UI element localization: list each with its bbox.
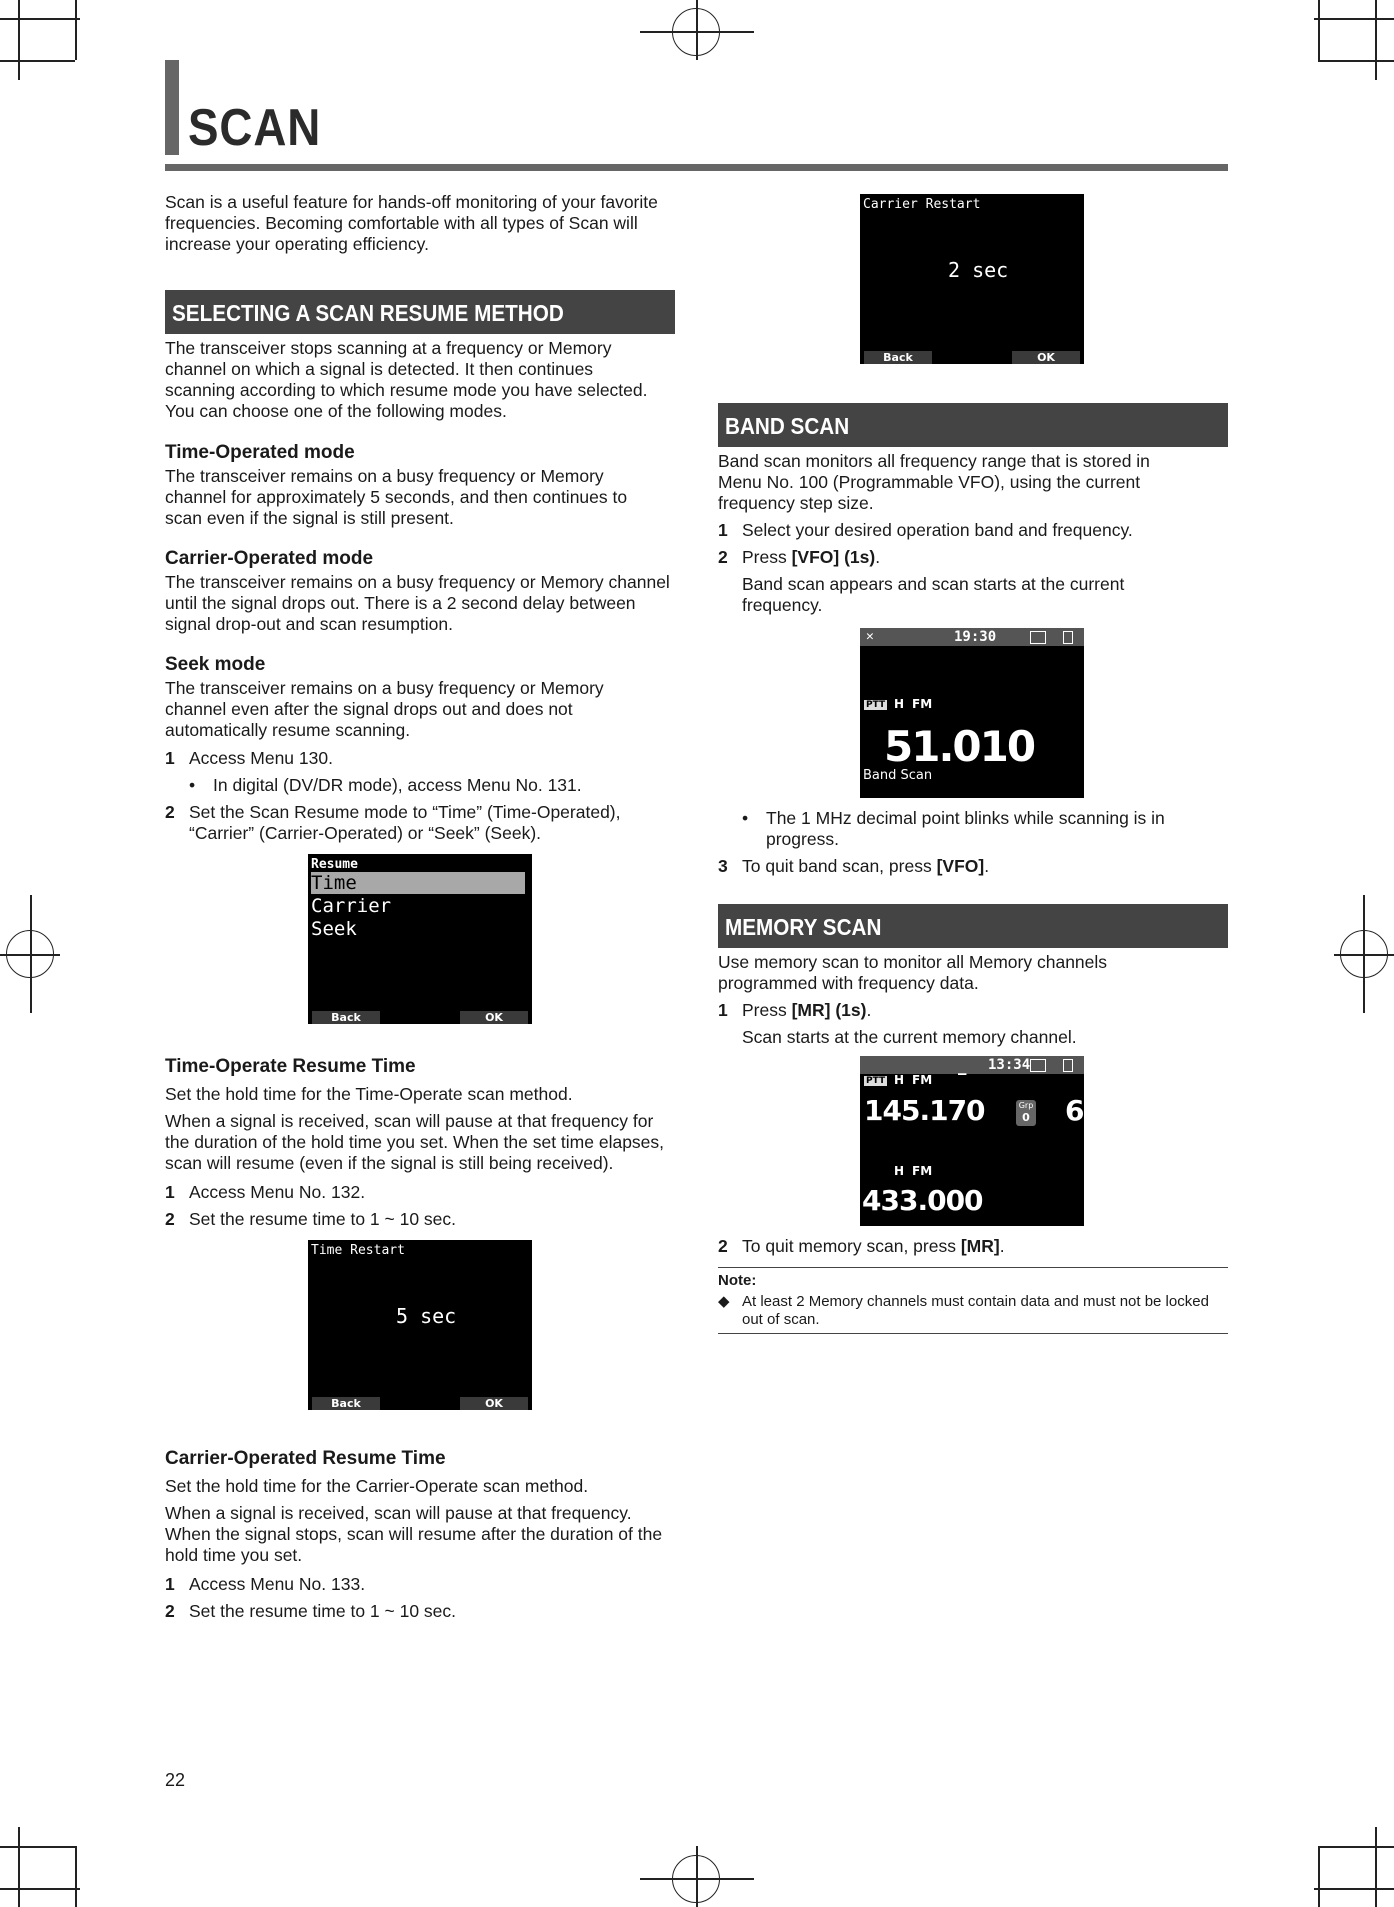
antenna-icon: ✕ [866, 629, 874, 644]
diamond-bullet-icon: ◆ [718, 1293, 730, 1310]
carrier-resume-title: Carrier-Operated Resume Time [165, 1448, 446, 1469]
memory-scan-step-2: 2 To quit memory scan, press [MR]. [718, 1236, 1005, 1256]
time-mode-title: Time-Operated mode [165, 442, 355, 463]
mr-key-label: [MR] [960, 1236, 1000, 1256]
carrier-resume-p1: Set the hold time for the Carrier-Operate scan method. [165, 1476, 589, 1496]
title-accent-bar [165, 60, 179, 155]
band-scan-step-2: 2 Press [VFO] (1s). [718, 547, 881, 567]
back-softkey: Back [312, 1397, 380, 1410]
carrier-mode-title: Carrier-Operated mode [165, 548, 374, 569]
time-mode-body: The transceiver remains on a busy frequency or Memory channel for approximately 5 seconds, and then continues to scan even if the signal is still present. [165, 466, 628, 528]
time-restart-screen [308, 1240, 532, 1410]
mode-indicator: FM [912, 1073, 933, 1087]
time-resume-p2: When a signal is received, scan will pause at that frequency for the duration of the hold time you set. When the set time elapses, scan will resume (even if the signal is still being received). [165, 1111, 665, 1173]
band-scan-heading: BAND SCAN [718, 403, 1228, 447]
clock: 13:34 [988, 1057, 1031, 1073]
ptt-badge: PTT [866, 700, 886, 710]
mode-indicator: FM [912, 697, 933, 711]
page-number: 22 [165, 1770, 186, 1790]
shift-indicator: – [958, 1066, 967, 1082]
ok-softkey: OK [460, 1397, 528, 1410]
back-softkey: Back [312, 1011, 380, 1024]
resume-section [165, 290, 675, 1024]
seek-mode-body: The transceiver remains on a busy frequency or Memory channel even after the signal drops out and does not automatically resume scanning. [165, 678, 604, 740]
status-bar [860, 1056, 1084, 1074]
ptt-badge: PTT [866, 1076, 886, 1086]
sd-card-icon [1030, 1059, 1046, 1072]
band-scan-bullet: • The 1 MHz decimal point blinks while scanning is in progress. [742, 808, 1165, 849]
frequency-b-display: 433.000 [862, 1184, 983, 1217]
sd-card-icon [1030, 631, 1046, 644]
title-rule [165, 164, 1228, 171]
menu-item-carrier: Carrier [311, 895, 392, 917]
power-indicator-b: H [894, 1164, 905, 1178]
group-number: 0 [1022, 1111, 1030, 1124]
time-resume-p1: Set the hold time for the Time-Operate scan method. [165, 1084, 573, 1104]
battery-icon [1063, 631, 1073, 644]
band-scan-step-3: 3 To quit band scan, press [VFO]. [718, 856, 990, 876]
band-scan-screen [860, 628, 1084, 798]
time-resume-title: Time-Operate Resume Time [165, 1056, 416, 1077]
screen-title: Time Restart [311, 1243, 405, 1258]
resume-body: The transceiver stops scanning at a frequency or Memory channel on which a signal is detected. It then continues scanning according to which resume mode you have selected. You can choose one of the following modes. [165, 338, 648, 421]
intro-paragraph: Scan is a useful feature for hands-off monitoring of your favorite frequencies. Becoming comfortable with all types of Scan will increase your operating efficiency. [165, 192, 658, 254]
mode-indicator-b: FM [912, 1164, 933, 1178]
frequency-display: 51.010 [884, 722, 1035, 771]
carrier-restart-screen [860, 194, 1084, 364]
band-scan-section [718, 403, 1228, 877]
memory-scan-body: Use memory scan to monitor all Memory channels programmed with frequency data. [718, 952, 1108, 993]
band-scan-step-2-detail: Band scan appears and scan starts at the current frequency. [742, 574, 1125, 615]
resume-bullet: • In digital (DV/DR mode), access Menu No. 131. [189, 775, 582, 795]
carrier-resume-section [165, 1448, 675, 1622]
menu-item-seek: Seek [311, 918, 357, 940]
power-indicator: H [894, 697, 905, 711]
back-softkey: Back [864, 351, 932, 364]
note-box [718, 1267, 1228, 1334]
group-badge [1016, 1100, 1036, 1126]
resume-step-1: 1 Access Menu 130. [165, 748, 333, 768]
memory-scan-section [718, 904, 1228, 1334]
resume-menu-screen [308, 854, 532, 1024]
channel-number: 6 [1065, 1094, 1084, 1127]
carrier-resume-step-1: 1 Access Menu No. 133. [165, 1574, 366, 1594]
page-title: SCAN [188, 99, 322, 157]
band-scan-body: Band scan monitors all frequency range that is stored in Menu No. 100 (Programmable VFO), using the current frequency step size. [718, 451, 1150, 513]
resume-step-2: 2 Set the Scan Resume mode to “Time” (Time-Operated), “Carrier” (Carrier-Operated) or “Seek” (Seek). [165, 802, 621, 843]
resume-section-heading: SELECTING A SCAN RESUME METHOD [165, 290, 675, 334]
screen-value: 2 sec [948, 258, 1009, 282]
ok-softkey: OK [460, 1011, 528, 1024]
frequency-a-display: 145.170 [864, 1094, 985, 1127]
time-resume-step-1: 1 Access Menu No. 132. [165, 1182, 366, 1202]
mr-key-label: [MR] (1s) [791, 1000, 867, 1020]
carrier-resume-step-2: 2 Set the resume time to 1 ~ 10 sec. [165, 1601, 457, 1621]
time-resume-step-2: 2 Set the resume time to 1 ~ 10 sec. [165, 1209, 457, 1229]
memory-scan-step-1: 1 Press [MR] (1s). [718, 1000, 872, 1020]
vfo-key-label: [VFO] (1s) [791, 547, 876, 567]
note-label: Note: [718, 1272, 757, 1289]
note-text: At least 2 Memory channels must contain data and must not be locked out of scan. [742, 1293, 1209, 1328]
carrier-resume-p2: When a signal is received, scan will pause at that frequency. When the signal stops, scan will resume after the duration of the hold time you set. [165, 1503, 663, 1565]
seek-mode-title: Seek mode [165, 654, 266, 675]
battery-icon [1063, 1059, 1073, 1072]
carrier-mode-body: The transceiver remains on a busy frequency or Memory channel until the signal drops out. There is a 2 second delay between signal drop-out and scan resumption. [165, 572, 670, 634]
ok-softkey: OK [1012, 351, 1080, 364]
power-indicator: H [894, 1073, 905, 1087]
clock: 19:30 [954, 629, 997, 645]
memory-scan-heading: MEMORY SCAN [718, 904, 1228, 948]
band-scan-label: Band Scan [863, 768, 933, 783]
screen-title: Carrier Restart [863, 197, 981, 212]
band-scan-step-1: 1 Select your desired operation band and frequency. [718, 520, 1133, 540]
group-label: Grp [1018, 1101, 1034, 1110]
vfo-key-label: [VFO] [936, 856, 985, 876]
menu-item-time: Time [311, 872, 525, 894]
memory-scan-screen [860, 1056, 1084, 1226]
screen-value: 5 sec [396, 1304, 457, 1328]
memory-scan-step-1-detail: Scan starts at the current memory channel. [742, 1027, 1077, 1047]
time-resume-section [165, 1056, 675, 1410]
screen-title: Resume [311, 857, 358, 872]
